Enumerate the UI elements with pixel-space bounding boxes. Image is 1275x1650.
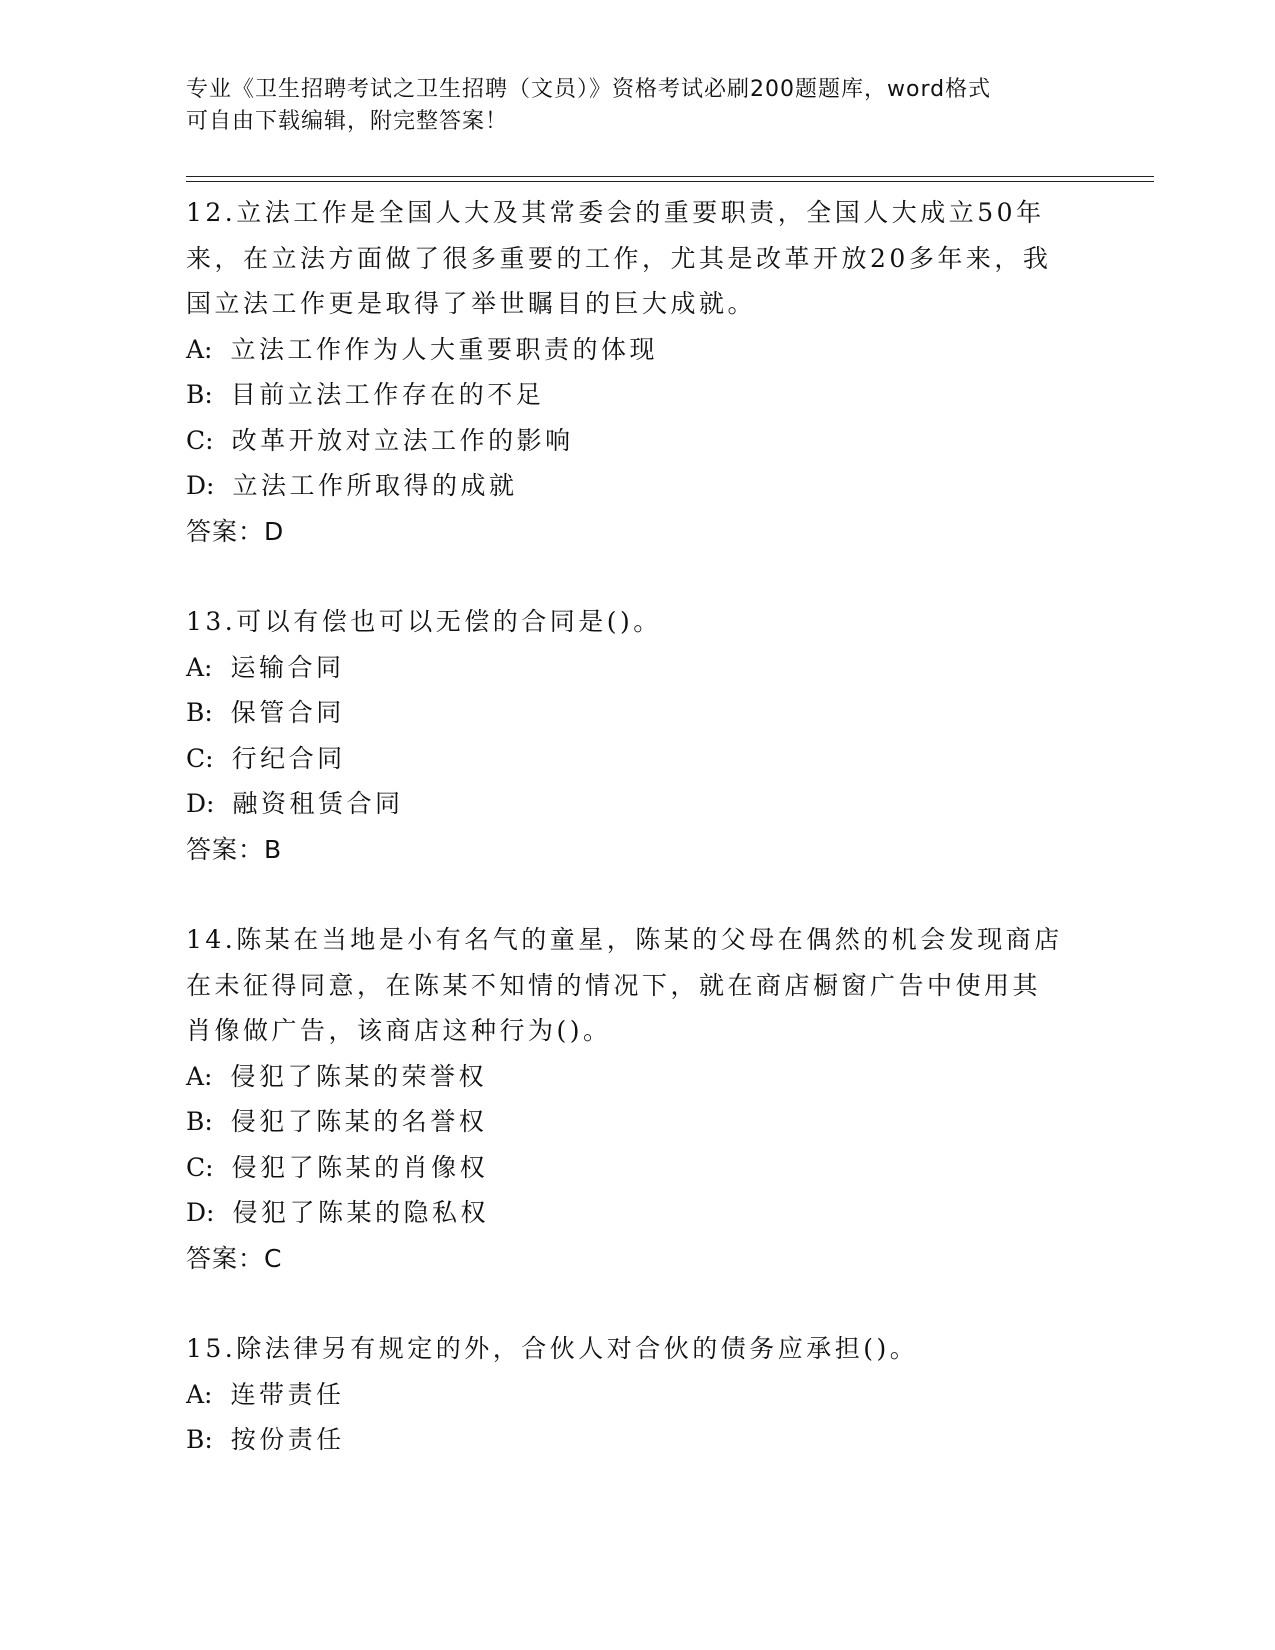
option-letter: A: [186,1061,213,1091]
option-letter: D: [186,1198,215,1227]
option-text: 立法工作所取得的成就 [232,471,518,500]
option-b [186,690,1086,736]
option-text: 连带责任 [230,1379,345,1409]
option-b [186,372,1086,418]
answer-line: 答案：C [186,1243,283,1273]
answer-line: 答案：B [186,834,283,864]
option-text: 按份责任 [230,1425,345,1454]
answer-line: 答案：D [186,516,285,546]
option-text: 运输合同 [230,652,345,682]
option-letter: B: [186,1425,213,1454]
question-14 [186,917,1086,1281]
option-a [186,327,1086,373]
question-line: 13.可以有偿也可以无偿的合同是()。 [186,607,662,636]
option-letter: B: [186,1107,213,1136]
option-text: 改革开放对立法工作的影响 [231,425,574,455]
option-letter: D: [186,789,215,818]
option-letter: C: [186,743,214,773]
option-c [186,418,1086,464]
option-d [186,781,1086,827]
option-letter: C: [186,1152,214,1182]
option-d [186,1190,1086,1236]
question-line: 国立法工作更是取得了举世瞩目的巨大成就。 [186,289,757,318]
option-letter: B: [186,698,213,727]
header-divider-bottom [186,181,1154,182]
option-d [186,463,1086,509]
header-line-1: 专业《卫生招聘考试之卫生招聘（文员）》资格考试必刷200题题库，word格式 [186,77,992,102]
option-c [186,736,1086,782]
option-text: 目前立法工作存在的不足 [230,380,545,409]
option-text: 行纪合同 [231,743,346,773]
option-c [186,1145,1086,1191]
option-letter: A: [186,1379,213,1409]
option-text: 侵犯了陈某的隐私权 [232,1198,489,1227]
option-letter: A: [186,652,213,682]
option-a [186,1372,1086,1418]
question-line: 在未征得同意，在陈某不知情的情况下，就在商店橱窗广告中使用其 [186,970,1042,1000]
question-line: 12.立法工作是全国人大及其常委会的重要职责，全国人大成立50年 [186,198,1045,227]
option-a [186,1054,1086,1100]
question-13 [186,599,1086,872]
option-letter: C: [186,425,214,455]
question-line: 肖像做广告，该商店这种行为()。 [186,1016,612,1045]
option-b [186,1099,1086,1145]
option-text: 立法工作作为人大重要职责的体现 [230,334,658,364]
option-text: 侵犯了陈某的肖像权 [231,1152,489,1182]
question-list [186,190,1086,1463]
option-letter: D: [186,471,215,500]
option-letter: A: [186,334,213,364]
option-b [186,1417,1086,1463]
option-a [186,645,1086,691]
question-15 [186,1326,1086,1463]
option-text: 侵犯了陈某的荣誉权 [230,1061,487,1091]
question-12 [186,190,1086,554]
question-line: 14.陈某在当地是小有名气的童星，陈某的父母在偶然的机会发现商店 [186,925,1063,954]
question-line: 15.除法律另有规定的外，合伙人对合伙的债务应承担()。 [186,1334,919,1363]
option-letter: B: [186,380,213,409]
document-header [186,74,1086,138]
option-text: 侵犯了陈某的名誉权 [230,1107,488,1136]
question-line: 来，在立法方面做了很多重要的工作，尤其是改革开放20多年来，我 [186,243,1052,273]
header-line-2: 可自由下载编辑，附完整答案！ [186,109,509,134]
option-text: 保管合同 [230,698,345,727]
option-text: 融资租赁合同 [232,789,404,818]
header-divider-top [186,176,1154,177]
